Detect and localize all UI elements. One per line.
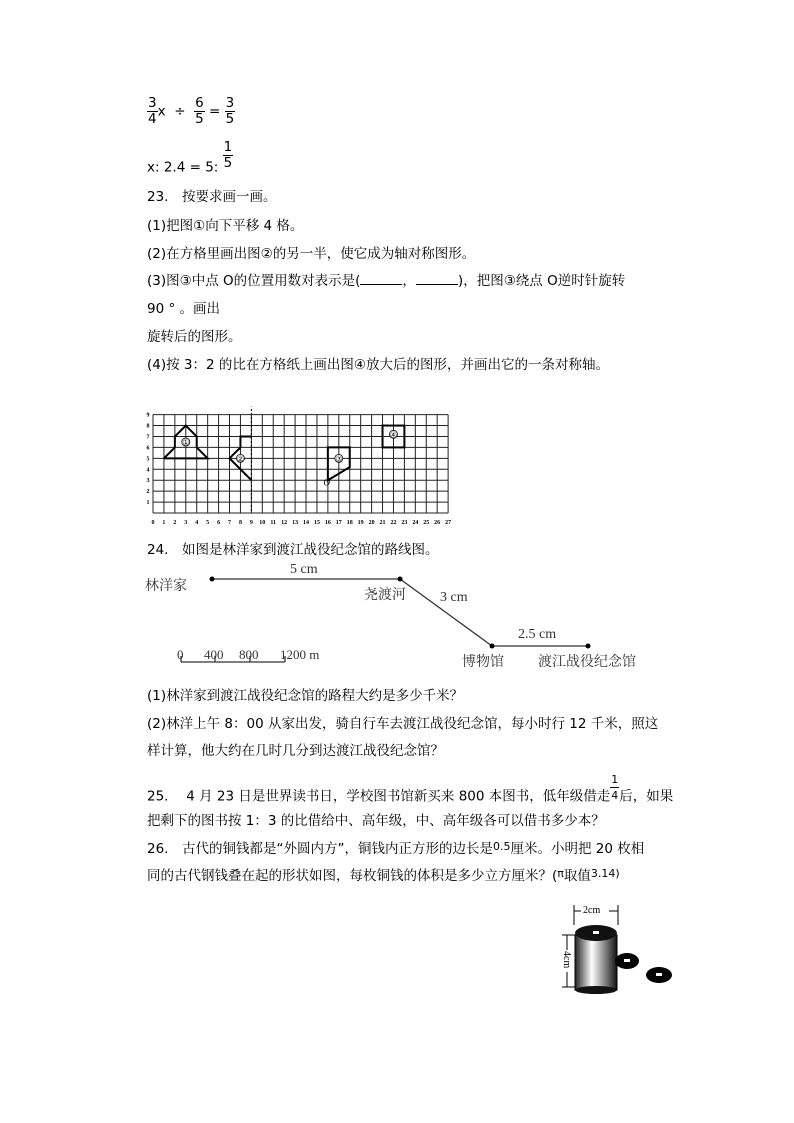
x-tick-label: 8 [238, 520, 242, 526]
x-tick-label: 9 [249, 520, 253, 526]
x-tick-label: 0 [151, 520, 155, 526]
x-tick-label: 11 [270, 520, 277, 526]
route-map [0, 555, 794, 675]
pi-value: 3.14 [590, 867, 616, 880]
q23-p1: (1)把图①向下平移 4 格。 [147, 218, 304, 234]
pi: π [557, 867, 564, 880]
num: 3 [148, 95, 157, 111]
y-tick-label: 3 [146, 478, 150, 485]
q26-line1 [147, 837, 644, 857]
x-tick-label: 17 [335, 520, 342, 526]
place-river: 尧渡河 [364, 588, 406, 603]
var: x [157, 103, 166, 120]
x-tick-label: 27 [445, 520, 452, 526]
x-tick-label: 22 [390, 520, 397, 526]
x-tick-label: 23 [401, 520, 408, 526]
den: 4 [611, 789, 619, 802]
x-tick-label: 1 [162, 520, 166, 526]
q25-line2: 把剩下的图书按 1：3 的比借给中、高年级，中、高年级各可以借书多少本？ [147, 813, 605, 829]
q23-p4: (4)按 3：2 的比在方格纸上画出图④放大后的图形，并画出它的一条对称轴。 [147, 357, 609, 373]
place-museum: 博物馆 [462, 655, 504, 670]
y-tick-label: 1 [146, 500, 150, 507]
eq: = [208, 103, 221, 120]
q24-title: 24. 如图是林洋家到渡江战役纪念馆的路线图。 [147, 542, 439, 558]
coin-stack-figure [545, 895, 680, 995]
place-memorial: 渡江战役纪念馆 [538, 655, 636, 670]
y-tick-label: 8 [146, 423, 150, 430]
den: 5 [225, 111, 235, 127]
q24-p2b: 样计算，他大约在几时几分到达渡江战役纪念馆？ [147, 743, 444, 759]
den: 5 [195, 111, 204, 127]
y-tick-label: 5 [146, 456, 150, 463]
side-value: 0.5 [492, 840, 511, 853]
t: 25. 4 月 23 日是世界读书日，学校图书馆新买来 800 本图书，低年级借走 [147, 788, 611, 805]
x-tick-label: 3 [184, 520, 188, 526]
x-tick-label: 6 [217, 520, 221, 526]
t: 厘米。小明把 20 枚相 [510, 841, 645, 857]
shape-label: ① [182, 437, 190, 447]
x-tick-label: 7 [228, 520, 232, 526]
q23-p2: (2)在方格里画出图②的另一半，使它成为轴对称图形。 [147, 246, 476, 262]
point-o-label: O [323, 477, 331, 488]
shape-label: ④ [389, 430, 398, 440]
width-label: 2cm [583, 905, 601, 916]
q24-p1: (1)林洋家到渡江战役纪念馆的路程大约是多少千米？ [147, 688, 464, 704]
t: ， [402, 273, 416, 289]
scale-800: 800 [239, 647, 259, 662]
y-tick-label: 4 [146, 467, 150, 474]
y-tick-label: 9 [146, 412, 150, 419]
t: (3)图③中点 O的位置用数对表示是( [147, 273, 361, 289]
scale-1200: 1200 m [280, 647, 320, 662]
t: 26. 古代的铜钱都是“外圆内方”，铜钱内正方形的边长是 [147, 841, 493, 857]
t: ) [615, 867, 620, 880]
x-tick-label: 13 [292, 520, 299, 526]
num: 1 [611, 773, 619, 786]
den: 4 [148, 111, 157, 127]
x-tick-label: 5 [206, 520, 210, 526]
num: 3 [225, 95, 235, 111]
x-tick-label: 21 [379, 520, 386, 526]
grid-figure [0, 0, 794, 540]
q24-p2a: (2)林洋上午 8：00 从家出发，骑自行车去渡江战役纪念馆，每小时行 12 千米，照这 [147, 716, 659, 732]
x-tick-label: 4 [195, 520, 199, 526]
x-tick-label: 16 [324, 520, 331, 526]
height-label: 4cm [561, 951, 572, 969]
x-tick-label: 12 [281, 520, 288, 526]
x-tick-label: 19 [357, 520, 364, 526]
den: 5 [223, 155, 233, 171]
dist-2: 3 cm [440, 590, 468, 605]
shape-label: ③ [335, 454, 343, 464]
eq-left: x: 2.4 = 5: [147, 159, 219, 176]
x-tick-label: 2 [173, 520, 177, 526]
x-tick-label: 18 [346, 520, 353, 526]
q26-line2 [147, 864, 620, 884]
dist-3: 2.5 cm [518, 627, 557, 642]
q23-p3d: 90 ° 。画出 [147, 301, 221, 317]
t: 后，如果 [619, 788, 674, 805]
shape-label: ② [236, 454, 245, 464]
x-tick-label: 14 [303, 520, 310, 526]
x-tick-label: 25 [423, 520, 430, 526]
x-tick-label: 24 [412, 520, 419, 526]
dist-1: 5 cm [290, 562, 318, 577]
op: ÷ [174, 103, 186, 120]
place-home: 林洋家 [145, 579, 187, 594]
x-tick-label: 15 [313, 520, 320, 526]
q23-p3e: 旋转后的图形。 [147, 329, 242, 345]
t: 取值 [563, 868, 591, 884]
y-tick-label: 7 [146, 434, 150, 441]
x-tick-label: 20 [368, 520, 375, 526]
q23-title: 23. 按要求画一画。 [147, 189, 277, 205]
x-tick-label: 10 [259, 520, 266, 526]
num: 1 [223, 139, 233, 155]
scale-400: 400 [204, 647, 224, 662]
x-tick-label: 26 [434, 520, 441, 526]
t: )，把图③绕点 O逆时针旋转 [457, 273, 626, 289]
num: 6 [195, 95, 204, 111]
y-tick-label: 6 [146, 445, 150, 452]
scale-0: 0 [177, 647, 184, 662]
q25-line1 [147, 772, 673, 805]
t: 同的古代钢钱叠在起的形状如图，每枚铜钱的体积是多少立方厘米？( [147, 868, 558, 884]
y-tick-label: 2 [146, 489, 150, 496]
